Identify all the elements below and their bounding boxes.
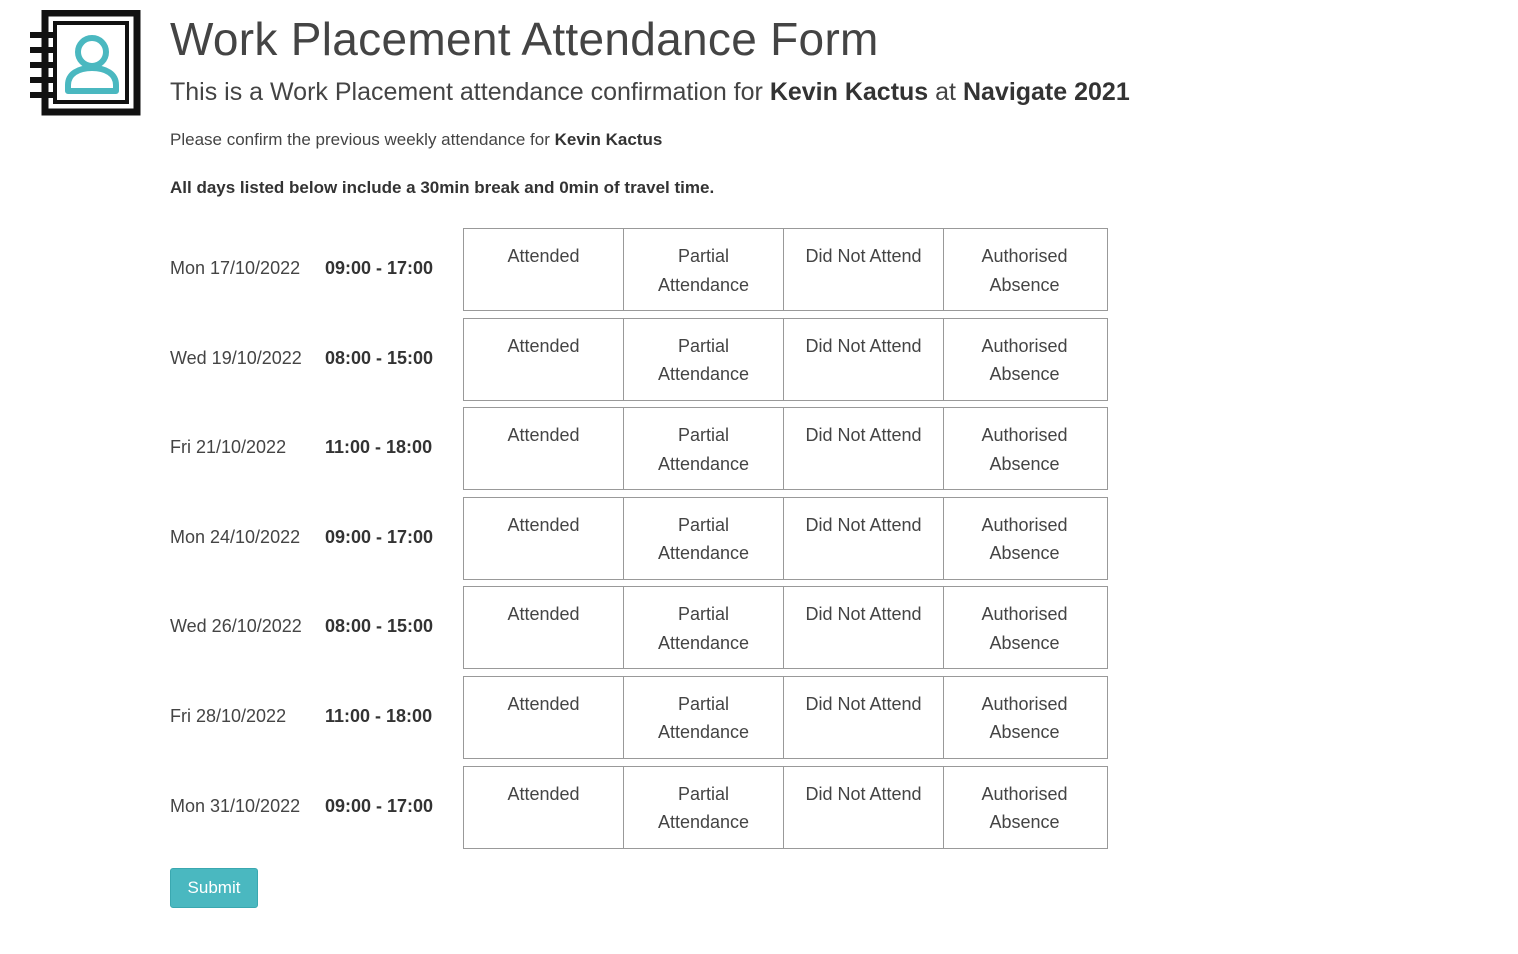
option-did-not-attend[interactable]	[784, 229, 944, 310]
intro-text	[170, 130, 662, 150]
option-authorised-line2: Absence	[989, 453, 1060, 474]
option-partial-line1: Partial	[677, 514, 730, 535]
option-authorised-line2: Absence	[989, 812, 1060, 833]
intro-prefix: Please confirm the previous weekly attendance for	[170, 130, 555, 149]
option-attended-label: Attended	[507, 425, 580, 446]
attendance-options	[463, 407, 1108, 490]
row-date: Mon 24/10/2022	[170, 526, 301, 547]
row-time: 11:00 - 18:00	[325, 437, 433, 458]
row-date: Wed 19/10/2022	[170, 347, 302, 368]
option-did-not-attend-label: Did Not Attend	[805, 783, 922, 804]
option-attended-label: Attended	[507, 514, 580, 535]
option-attended[interactable]	[464, 767, 624, 848]
option-attended[interactable]	[464, 498, 624, 579]
row-time: 09:00 - 17:00	[325, 526, 434, 547]
option-partial-attendance[interactable]	[624, 767, 784, 848]
option-did-not-attend[interactable]	[784, 408, 944, 489]
attendance-options	[463, 586, 1108, 669]
option-authorised-line1: Authorised	[981, 604, 1068, 625]
option-authorised-line1: Authorised	[981, 514, 1068, 535]
option-partial-line1: Partial	[677, 604, 730, 625]
attendance-options	[463, 497, 1108, 580]
option-authorised-line1: Authorised	[981, 693, 1068, 714]
row-time: 09:00 - 17:00	[325, 795, 434, 816]
row-time: 08:00 - 15:00	[325, 616, 434, 637]
option-attended[interactable]	[464, 229, 624, 310]
row-date: Fri 21/10/2022	[170, 437, 287, 458]
option-partial-attendance[interactable]	[624, 229, 784, 310]
subtitle-prefix: This is a Work Placement attendance confirmation for	[170, 78, 770, 106]
option-partial-attendance[interactable]	[624, 408, 784, 489]
option-did-not-attend-label: Did Not Attend	[805, 604, 922, 625]
submit-button[interactable]: Submit	[170, 868, 258, 908]
option-attended[interactable]	[464, 408, 624, 489]
attendance-options	[463, 676, 1108, 759]
option-did-not-attend-label: Did Not Attend	[805, 693, 922, 714]
option-partial-line1: Partial	[677, 425, 730, 446]
option-attended[interactable]	[464, 587, 624, 668]
option-authorised-absence[interactable]	[944, 408, 1105, 489]
option-authorised-absence[interactable]	[944, 319, 1105, 400]
page-title: Work Placement Attendance Form	[170, 13, 879, 65]
subtitle-mid: at	[928, 78, 963, 106]
attendance-options	[463, 318, 1108, 401]
option-authorised-line2: Absence	[989, 274, 1060, 295]
option-authorised-line1: Authorised	[981, 425, 1068, 446]
contact-book-icon	[28, 10, 142, 116]
option-partial-line1: Partial	[677, 693, 730, 714]
option-attended-label: Attended	[507, 335, 580, 356]
option-partial-attendance[interactable]	[624, 498, 784, 579]
option-did-not-attend-label: Did Not Attend	[805, 246, 922, 266]
option-partial-line1: Partial	[677, 246, 730, 266]
row-time: 09:00 - 17:00	[325, 258, 434, 278]
option-authorised-line2: Absence	[989, 364, 1060, 385]
option-authorised-absence[interactable]	[944, 587, 1105, 668]
row-time: 11:00 - 18:00	[325, 705, 433, 726]
option-partial-line2: Attendance	[657, 722, 750, 743]
option-authorised-absence[interactable]	[944, 498, 1105, 579]
option-partial-line2: Attendance	[657, 632, 750, 653]
row-date: Fri 28/10/2022	[170, 705, 287, 726]
option-authorised-line1: Authorised	[981, 783, 1068, 804]
option-authorised-line2: Absence	[989, 632, 1060, 653]
option-partial-line2: Attendance	[657, 453, 750, 474]
option-authorised-absence[interactable]	[944, 767, 1105, 848]
option-partial-attendance[interactable]	[624, 587, 784, 668]
option-did-not-attend-label: Did Not Attend	[805, 514, 922, 535]
option-did-not-attend[interactable]	[784, 767, 944, 848]
option-did-not-attend[interactable]	[784, 587, 944, 668]
row-date: Mon 31/10/2022	[170, 795, 301, 816]
option-partial-attendance[interactable]	[624, 319, 784, 400]
row-date: Mon 17/10/2022	[170, 258, 301, 278]
row-time: 08:00 - 15:00	[325, 347, 434, 368]
option-attended-label: Attended	[507, 783, 580, 804]
subtitle-student-name: Kevin Kactus	[769, 78, 929, 106]
option-partial-line2: Attendance	[657, 543, 750, 564]
option-did-not-attend-label: Did Not Attend	[805, 335, 922, 356]
option-authorised-line1: Authorised	[981, 246, 1068, 266]
option-partial-line2: Attendance	[657, 274, 750, 295]
option-did-not-attend[interactable]	[784, 677, 944, 758]
option-attended-label: Attended	[507, 246, 580, 266]
option-attended-label: Attended	[507, 693, 580, 714]
option-partial-attendance[interactable]	[624, 677, 784, 758]
option-authorised-absence[interactable]	[944, 677, 1105, 758]
option-authorised-line2: Absence	[989, 722, 1060, 743]
option-did-not-attend-label: Did Not Attend	[805, 425, 922, 446]
break-travel-note: All days listed below include a 30min break and 0min of travel time.	[170, 178, 715, 197]
page-subtitle	[170, 78, 1130, 107]
option-partial-line1: Partial	[677, 335, 730, 356]
intro-student-name: Kevin Kactus	[554, 130, 663, 149]
option-did-not-attend[interactable]	[784, 498, 944, 579]
option-attended-label: Attended	[507, 604, 580, 625]
option-partial-line2: Attendance	[657, 812, 750, 833]
option-partial-line1: Partial	[677, 783, 730, 804]
option-authorised-line1: Authorised	[981, 335, 1068, 356]
subtitle-placement-name: Navigate 2021	[962, 78, 1130, 106]
option-did-not-attend[interactable]	[784, 319, 944, 400]
option-attended[interactable]	[464, 319, 624, 400]
option-partial-line2: Attendance	[657, 364, 750, 385]
attendance-options	[463, 766, 1108, 849]
option-authorised-absence[interactable]	[944, 229, 1105, 310]
option-attended[interactable]	[464, 677, 624, 758]
attendance-options	[463, 228, 1108, 311]
row-date: Wed 26/10/2022	[170, 616, 302, 637]
option-authorised-line2: Absence	[989, 543, 1060, 564]
